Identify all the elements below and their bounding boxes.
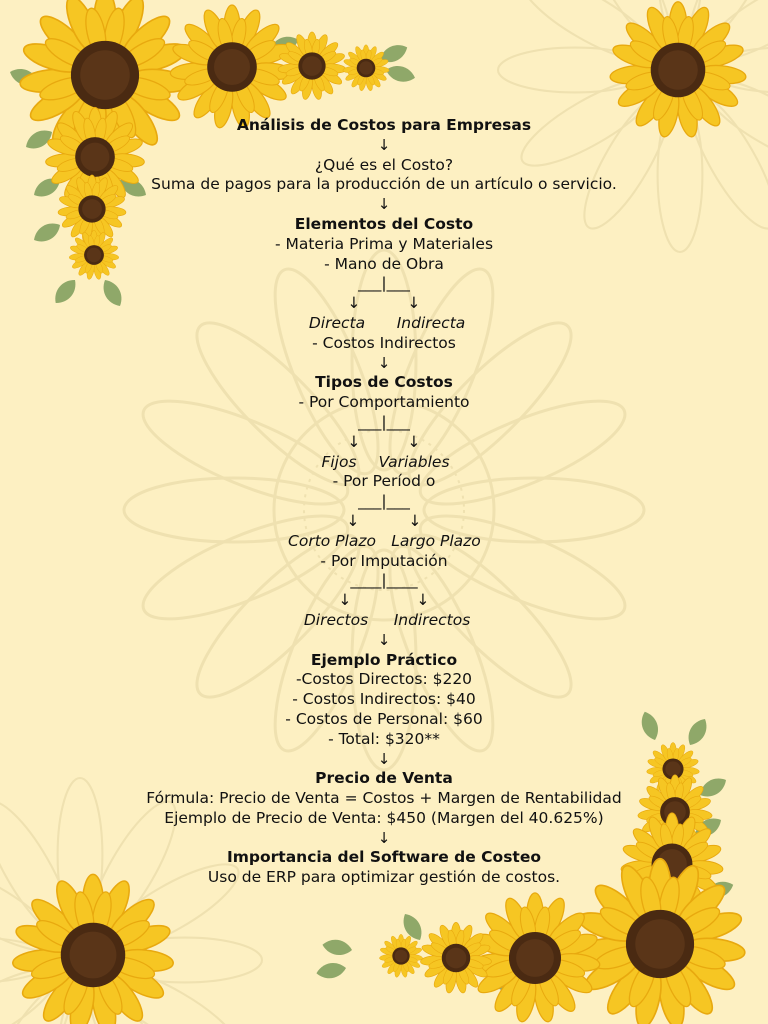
down-arrow-icon: ↓ — [377, 828, 391, 847]
down-arrow-icon: ↓ — [346, 511, 360, 530]
down-arrow-icon: ↓ — [347, 294, 361, 313]
split-left-label: Directa — [308, 313, 366, 332]
sunflower-icon — [469, 893, 600, 1024]
diagram-title: Análisis de Costos para Empresas — [236, 116, 532, 134]
split-arrows — [0, 512, 768, 532]
down-arrow-icon: ↓ — [377, 353, 391, 372]
split-left-label: Fijos — [321, 452, 357, 471]
split-left-label: Directos — [303, 610, 369, 629]
split-right-label: Indirecta — [396, 313, 466, 332]
example-total: - Total: $320** — [328, 729, 440, 748]
cost-element-item: - Mano de Obra — [324, 254, 444, 273]
software-text: Uso de ERP para optimizar gestión de costos. — [207, 868, 561, 887]
down-arrow-icon: ↓ — [407, 432, 421, 451]
split-right-label: Largo Plazo — [391, 531, 481, 550]
down-arrow-icon: ↓ — [377, 135, 391, 154]
down-arrow-icon: ↓ — [377, 630, 391, 649]
cost-element-item: - Costos Indirectos — [312, 333, 456, 352]
down-arrow-icon: ↓ — [338, 591, 352, 610]
cost-elements-heading: Elementos del Costo — [294, 214, 474, 233]
sale-price-example: Ejemplo de Precio de Venta: $450 (Margen del 40.625%) — [164, 808, 604, 827]
down-arrow-icon: ↓ — [407, 294, 421, 313]
cost-types-heading: Tipos de Costos — [315, 373, 453, 392]
cost-definition: Suma de pagos para la producción de un artículo o servicio. — [151, 175, 617, 194]
split-arrows — [0, 591, 768, 611]
sunflower-icon — [170, 5, 295, 129]
example-item: - Costos Indirectos: $40 — [292, 690, 476, 709]
split-right-label: Indirectos — [393, 610, 471, 629]
down-arrow-icon: ↓ — [377, 749, 391, 768]
period-split — [0, 532, 768, 552]
branch-connector: ___|___ — [358, 412, 410, 431]
cost-element-item: - Materia Prima y Materiales — [274, 234, 494, 253]
branch-connector: ____|____ — [350, 571, 418, 590]
example-heading: Ejemplo Práctico — [310, 650, 458, 669]
cost-question: ¿Qué es el Costo? — [314, 155, 454, 174]
behavior-split — [0, 453, 768, 473]
down-arrow-icon: ↓ — [416, 591, 430, 610]
sale-price-heading: Precio de Venta — [315, 769, 453, 788]
sunflower-icon — [343, 45, 390, 92]
down-arrow-icon: ↓ — [377, 195, 391, 214]
branch-connector: ___|___ — [358, 492, 410, 511]
branch-connector: ___|___ — [358, 274, 410, 293]
split-left-label: Corto Plazo — [288, 531, 376, 550]
down-arrow-icon: ↓ — [408, 511, 422, 530]
split-arrows — [0, 294, 768, 314]
cost-type-behavior: - Por Comportamiento — [298, 393, 470, 412]
example-item: - Costos de Personal: $60 — [285, 709, 483, 728]
split-right-label: Variables — [378, 452, 450, 471]
cost-analysis-diagram — [0, 116, 768, 888]
down-arrow-icon: ↓ — [347, 432, 361, 451]
cost-type-period: - Por Períod o — [332, 472, 436, 491]
sale-price-formula: Fórmula: Precio de Venta = Costos + Margen de Rentabilidad — [146, 789, 622, 808]
sunflower-icon — [379, 934, 423, 978]
software-heading: Importancia del Software de Costeo — [226, 848, 541, 867]
labor-split — [0, 314, 768, 334]
split-arrows — [0, 433, 768, 453]
imputation-split — [0, 611, 768, 631]
cost-type-imputation: - Por Imputación — [320, 551, 448, 570]
example-item: -Costos Directos: $220 — [295, 670, 473, 689]
